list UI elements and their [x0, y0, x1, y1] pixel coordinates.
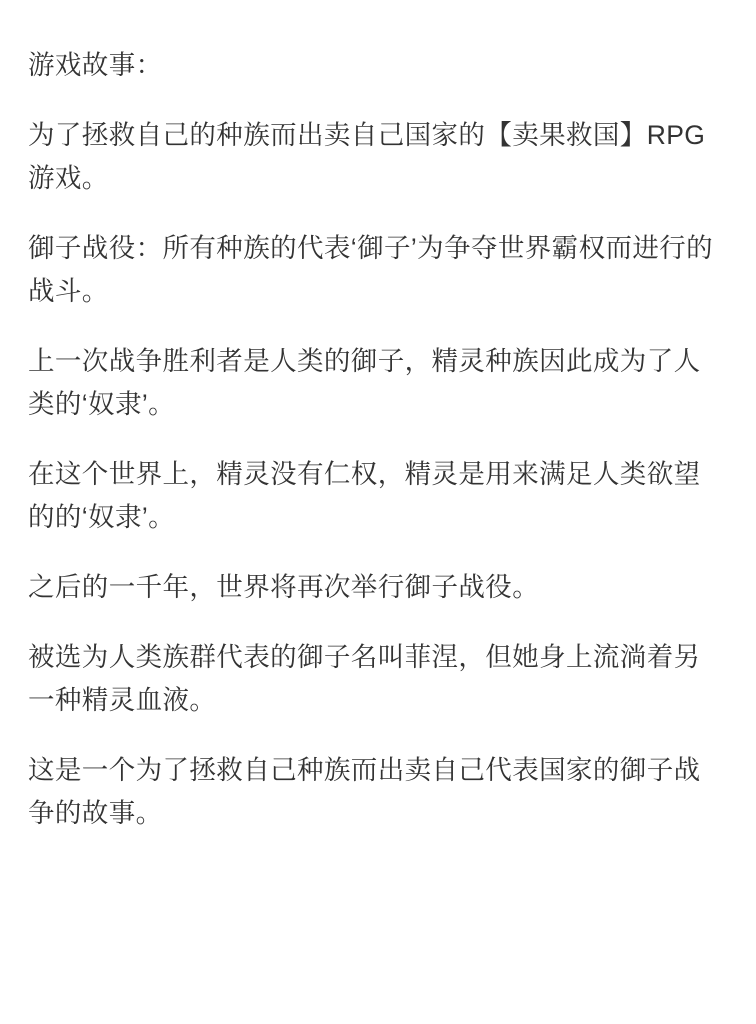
- story-paragraph-6: 被选为人类族群代表的御子名叫菲涅，但她身上流淌着另一种精灵血液。: [28, 642, 701, 715]
- story-heading: 游戏故事：: [28, 50, 163, 80]
- story-paragraph-7: 这是一个为了拯救自己种族而出卖自己代表国家的御子战争的故事。: [28, 755, 701, 828]
- story-paragraph-4: 在这个世界上，精灵没有仁权，精灵是用来满足人类欲望的的‘奴隶’。: [28, 459, 701, 532]
- story-paragraph-1: 为了拯救自己的种族而出卖自己国家的【卖果救国】RPG游戏。: [28, 120, 706, 193]
- story-paragraph-2: 御子战役：所有种族的代表‘御子’为争夺世界霸权而进行的战斗。: [28, 233, 714, 306]
- story-paragraph-3: 上一次战争胜利者是人类的御子，精灵种族因此成为了人类的‘奴隶’。: [28, 346, 701, 419]
- story-paragraph-5: 之后的一千年，世界将再次举行御子战役。: [28, 572, 540, 602]
